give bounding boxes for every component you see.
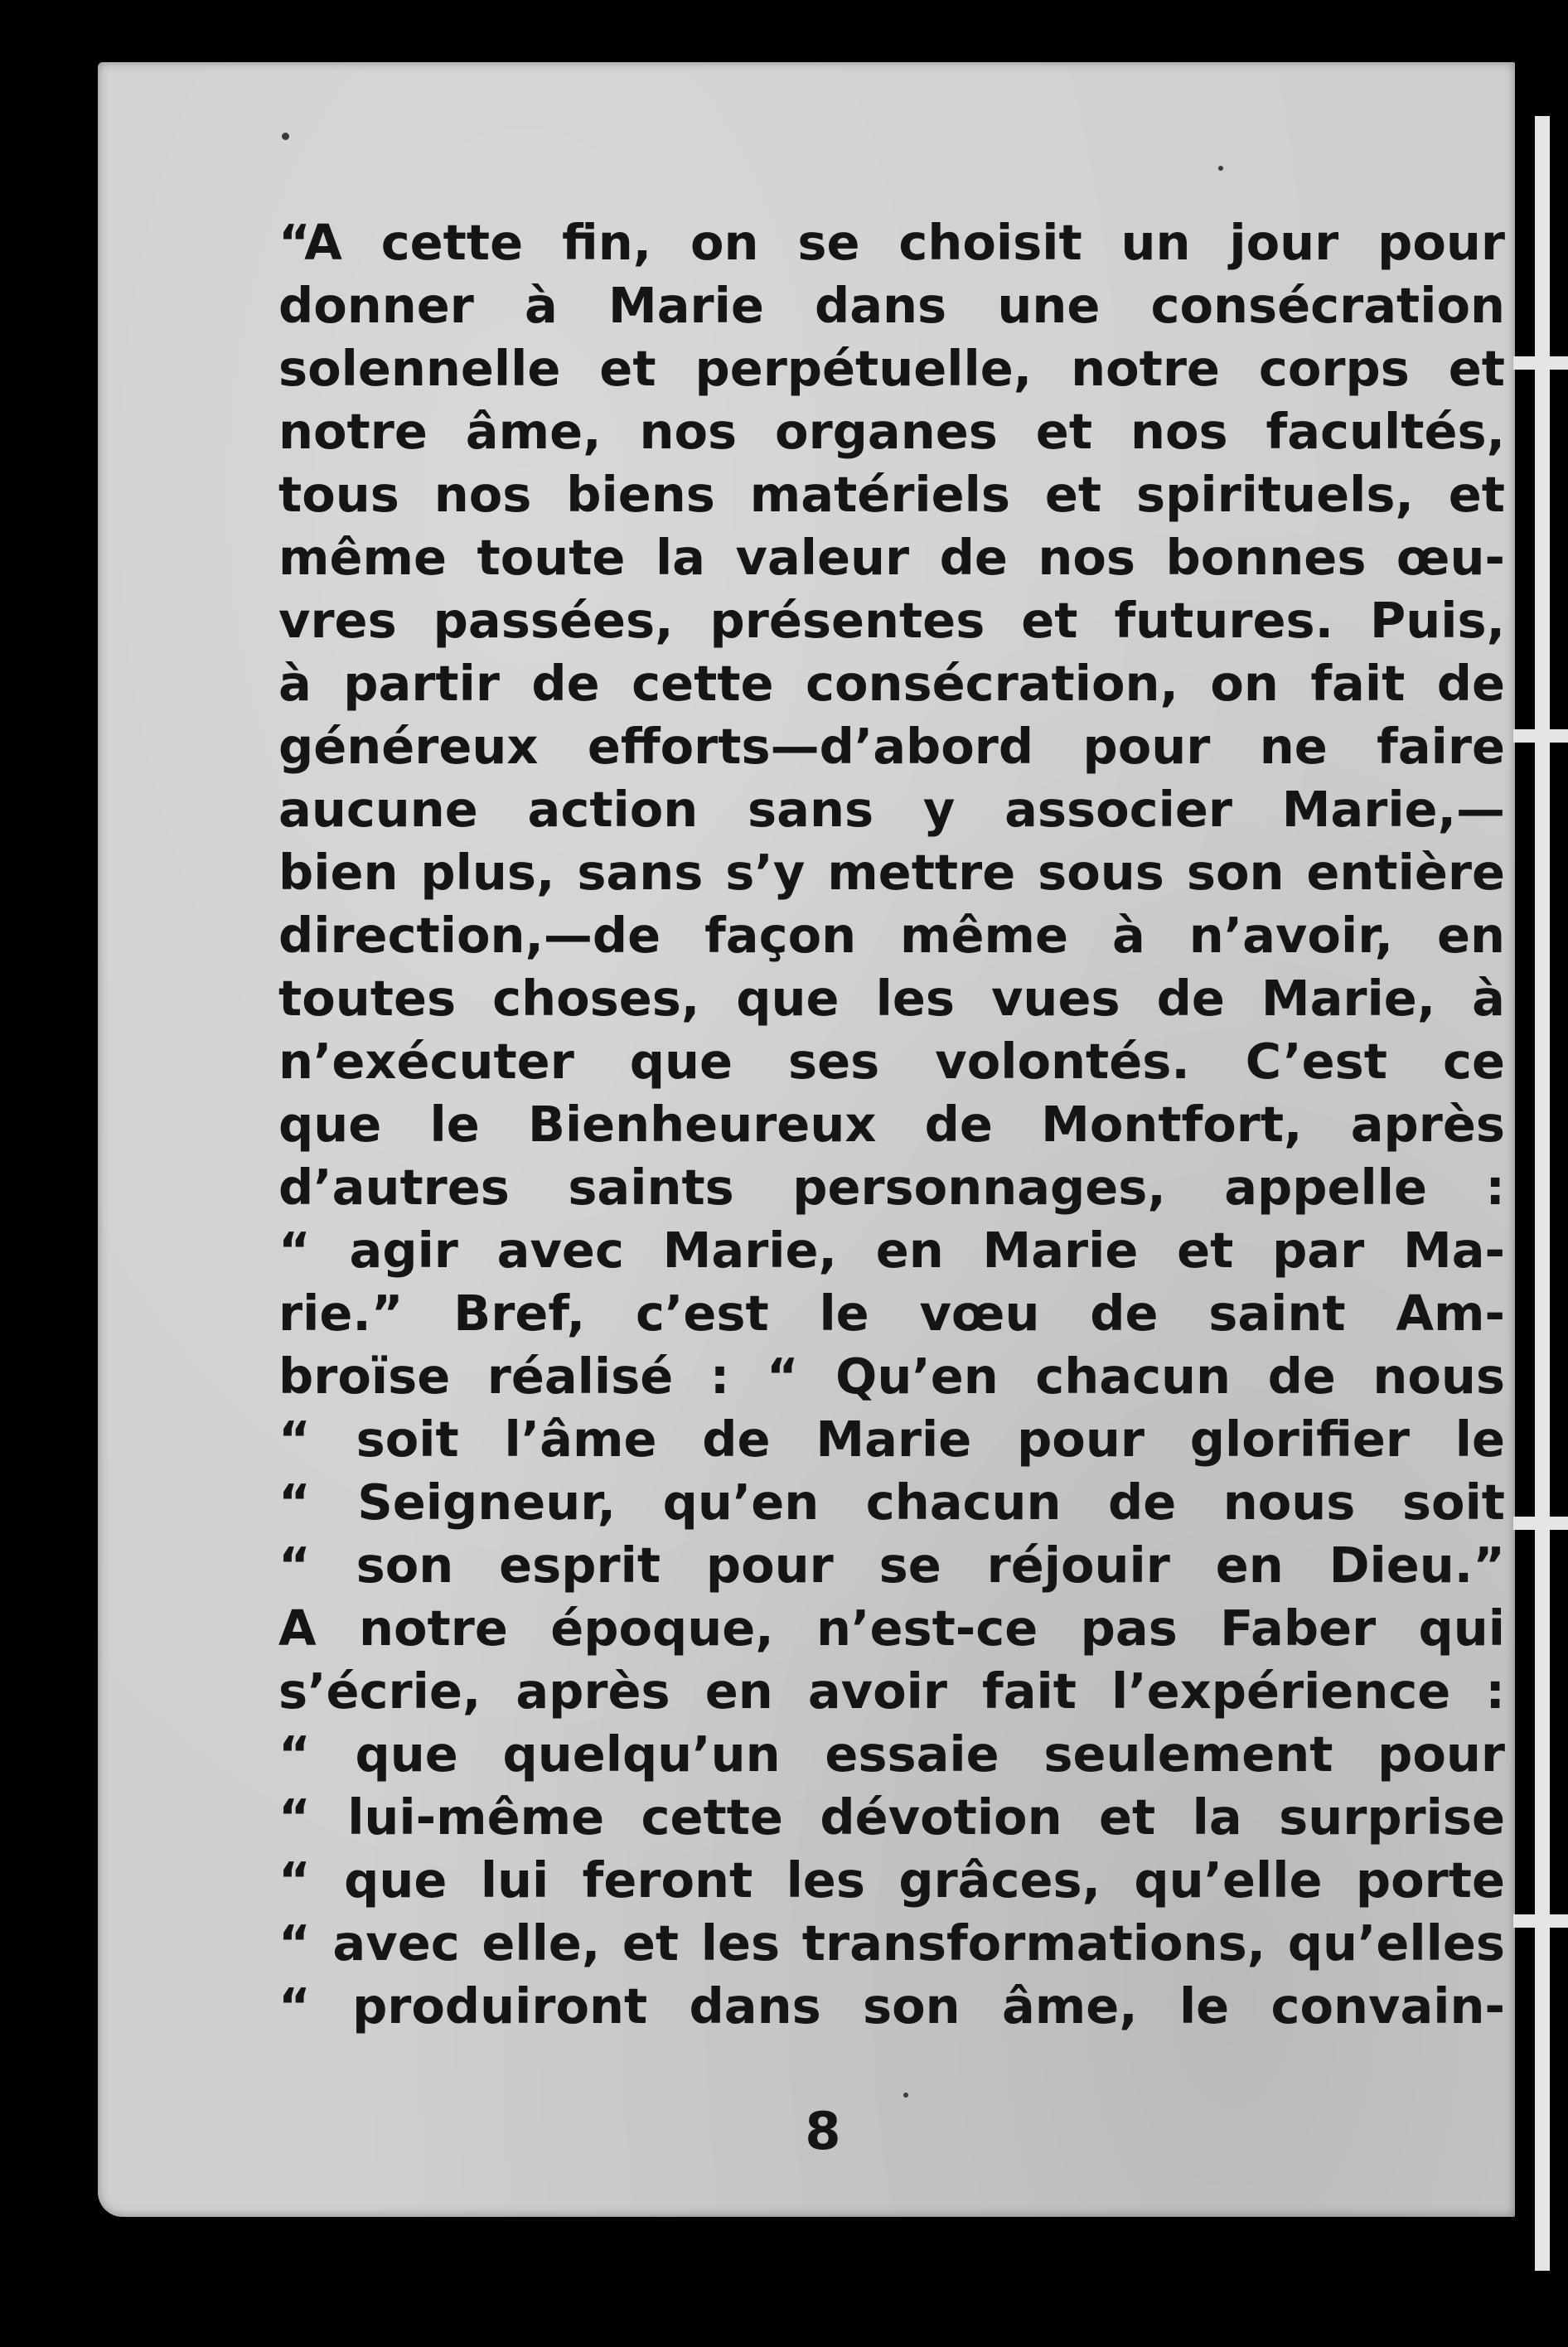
binding-stitch [1513, 1914, 1568, 1928]
paper-speck [282, 133, 289, 140]
text-line: “ que lui feront les grâces, qu’elle porte [278, 1851, 1505, 1909]
text-line: “ avec elle, et les transformations, qu’elles [278, 1914, 1505, 1972]
text-line: notre âme, nos organes et nos facultés, [278, 403, 1505, 460]
text-line: “ agir avec Marie, en Marie et par Ma- [278, 1222, 1505, 1279]
text-line: “ produiront dans son âme, le convain- [278, 1977, 1505, 2035]
text-line: n’exécuter que ses volontés. C’est ce [278, 1033, 1505, 1090]
body-text [278, 211, 1505, 2038]
binding-stitch [1513, 729, 1568, 743]
text-line: même toute la valeur de nos bonnes œu- [278, 529, 1505, 586]
text-line: s’écrie, après en avoir fait l’expérience : [278, 1662, 1505, 1720]
text-line: rie.” Bref, c’est le vœu de saint Am- [278, 1285, 1505, 1342]
text-line: A notre époque, n’est-ce pas Faber qui [278, 1599, 1505, 1657]
text-line: que le Bienheureux de Montfort, après [278, 1096, 1505, 1153]
text-line: broïse réalisé : “ Qu’en chacun de nous [278, 1348, 1505, 1405]
text-line: donner à Marie dans une consécration [278, 277, 1505, 334]
text-line: généreux efforts—d’abord pour ne faire [278, 718, 1505, 775]
text-line: tous nos biens matériels et spirituels, et [278, 466, 1505, 523]
text-line: “ son esprit pour se réjouir en Dieu.” [278, 1536, 1505, 1594]
binding-edge [1535, 116, 1550, 2271]
page-number: 8 [805, 2101, 841, 2161]
text-line: “ Seigneur, qu’en chacun de nous soit [278, 1474, 1505, 1531]
text-line: toutes choses, que les vues de Marie, à [278, 970, 1505, 1027]
paper-speck [903, 2093, 908, 2098]
text-line: bien plus, sans s’y mettre sous son entière [278, 844, 1505, 901]
binding-stitch [1513, 1517, 1568, 1530]
text-line: “ lui-même cette dévotion et la surprise [278, 1788, 1505, 1846]
text-line: d’autres saints personnages, appelle : [278, 1159, 1505, 1216]
text-line: à partir de cette consécration, on fait de [278, 655, 1505, 712]
paper-speck [1218, 166, 1223, 171]
text-line: “ que quelqu’un essaie seulement pour [278, 1725, 1505, 1783]
text-line: “A cette fin, on se choisit un jour pour [278, 214, 1505, 271]
text-line: solennelle et perpétuelle, notre corps et [278, 340, 1505, 397]
text-line: vres passées, présentes et futures. Puis, [278, 592, 1505, 649]
binding-stitch [1513, 356, 1568, 370]
book-page [98, 62, 1515, 2217]
text-line: “ soit l’âme de Marie pour glorifier le [278, 1411, 1505, 1468]
text-line: direction,—de façon même à n’avoir, en [278, 907, 1505, 964]
text-line: aucune action sans y associer Marie,— [278, 781, 1505, 838]
